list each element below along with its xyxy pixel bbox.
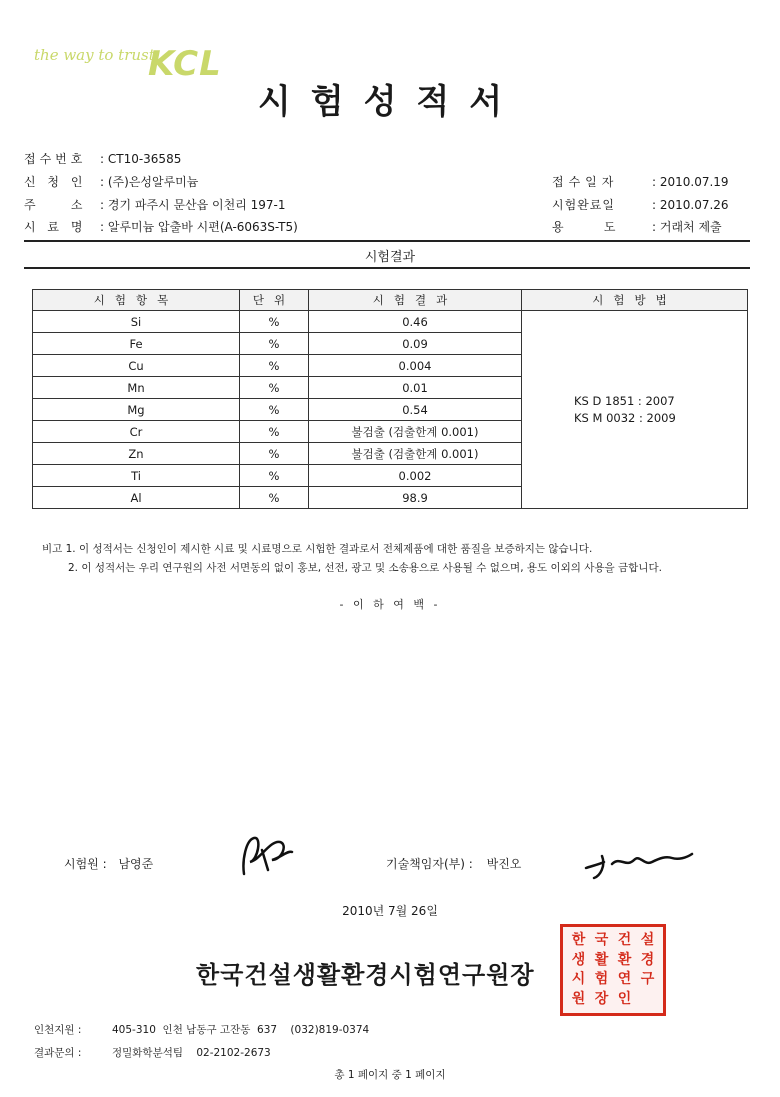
- results-table: [32, 289, 748, 509]
- cell-item: Mg: [33, 399, 240, 421]
- seal-char: 험: [594, 971, 609, 987]
- cell-unit: %: [240, 421, 309, 443]
- cell-unit: %: [240, 465, 309, 487]
- cell-method: [522, 311, 748, 509]
- seal-char: 장: [594, 990, 609, 1007]
- cell-result: 0.09: [309, 333, 522, 355]
- manager-name: 박진오: [486, 857, 522, 871]
- section-rule-top: [24, 240, 750, 242]
- cell-unit: %: [240, 399, 309, 421]
- header-unit: 단위: [240, 290, 309, 311]
- cell-result: 0.46: [309, 311, 522, 333]
- official-seal: [560, 924, 666, 1016]
- cell-item: Mn: [33, 377, 240, 399]
- receipt-date: 접수일자 : 2010.07.19: [552, 175, 729, 189]
- manager-line: [386, 855, 521, 872]
- kcl-logo: KCL: [148, 44, 222, 84]
- inquiry-info: 결과문의 : 정밀화학분석팀 02-2102-2673: [34, 1047, 271, 1059]
- cell-unit: %: [240, 311, 309, 333]
- table-header-row: [33, 290, 748, 311]
- cell-item: Ti: [33, 465, 240, 487]
- header-result: 시험결과: [309, 290, 522, 311]
- sample-name: 시 료 명 : 알루미늄 압출바 시편(A-6063S-T5): [24, 220, 298, 234]
- cell-unit: %: [240, 333, 309, 355]
- seal-char: 시: [571, 971, 586, 987]
- tester-name: 남영준: [118, 857, 154, 871]
- completion-date: 시험완료일 : 2010.07.26: [552, 198, 729, 212]
- branch-info: 인천지원 : 405-310 인천 남동구 고잔동 637 (032)819-0374: [34, 1024, 370, 1036]
- seal-char: 연: [617, 971, 632, 987]
- tester-signature: [232, 830, 302, 880]
- cell-result: 98.9: [309, 487, 522, 509]
- seal-char: 원: [571, 990, 586, 1007]
- logo-tagline: the way to trust: [34, 46, 155, 64]
- cell-item: Si: [33, 311, 240, 333]
- table-row: [33, 311, 748, 333]
- receipt-number: 접수번호 : CT10-36585: [24, 152, 182, 166]
- seal-char: 환: [617, 951, 632, 968]
- cell-result: 0.002: [309, 465, 522, 487]
- cell-result: 불검출 (검출한계 0.001): [309, 443, 522, 465]
- seal-char: 설: [640, 932, 655, 948]
- header-item: 시험항목: [33, 290, 240, 311]
- note-line: 2. 이 성적서는 우리 연구원의 사전 서면동의 없이 홍보, 선전, 광고 및 소송용으로 사용될 수 없으며, 용도 이외의 사용을 금합니다.: [68, 562, 662, 574]
- cell-result: 0.004: [309, 355, 522, 377]
- cell-item: Cr: [33, 421, 240, 443]
- purpose: 용 도 : 거래처 제출: [552, 220, 722, 234]
- seal-char: 건: [617, 932, 632, 948]
- header-method: 시험방법: [522, 290, 748, 311]
- applicant: 신 청 인 : (주)은성알루미늄: [24, 175, 199, 189]
- seal-char: 경: [640, 951, 655, 968]
- section-rule-bottom: [24, 267, 750, 269]
- issue-date: 2010년 7월 26일: [342, 904, 438, 918]
- cell-unit: %: [240, 443, 309, 465]
- cell-unit: %: [240, 377, 309, 399]
- seal-char: 활: [594, 951, 609, 968]
- method-line: KS D 1851 : 2007: [574, 393, 675, 408]
- cell-item: Fe: [33, 333, 240, 355]
- cell-item: Cu: [33, 355, 240, 377]
- organization-name: 한국건설생활환경시험연구원장: [196, 961, 535, 989]
- page-indicator: 총 1 페이지 중 1 페이지: [334, 1069, 446, 1081]
- method-line: KS M 0032 : 2009: [574, 410, 676, 425]
- document-title: 시험성적서: [257, 82, 523, 122]
- notes: [42, 540, 662, 578]
- cell-item: Al: [33, 487, 240, 509]
- manager-label: 기술책임자(부) :: [386, 857, 473, 871]
- seal-char: 국: [594, 932, 609, 948]
- cell-item: Zn: [33, 443, 240, 465]
- seal-char: 생: [571, 951, 586, 968]
- manager-signature: [582, 842, 702, 882]
- end-mark: - 이 하 여 백 -: [339, 598, 441, 611]
- cell-unit: %: [240, 487, 309, 509]
- seal-char: 한: [571, 932, 586, 948]
- cell-result: 0.01: [309, 377, 522, 399]
- seal-char: 구: [640, 971, 655, 987]
- seal-char: 인: [617, 990, 632, 1007]
- cell-result: 불검출 (검출한계 0.001): [309, 421, 522, 443]
- note-line: 비고 1. 이 성적서는 신청인이 제시한 시료 및 시료명으로 시험한 결과로서 전체제품에 대한 품질을 보증하지는 않습니다.: [42, 543, 593, 555]
- tester-line: [64, 855, 153, 872]
- cell-result: 0.54: [309, 399, 522, 421]
- cell-unit: %: [240, 355, 309, 377]
- section-title: 시험결과: [364, 250, 416, 265]
- address: 주 소 : 경기 파주시 문산읍 이천리 197-1: [24, 198, 286, 212]
- tester-label: 시험원 :: [64, 857, 107, 871]
